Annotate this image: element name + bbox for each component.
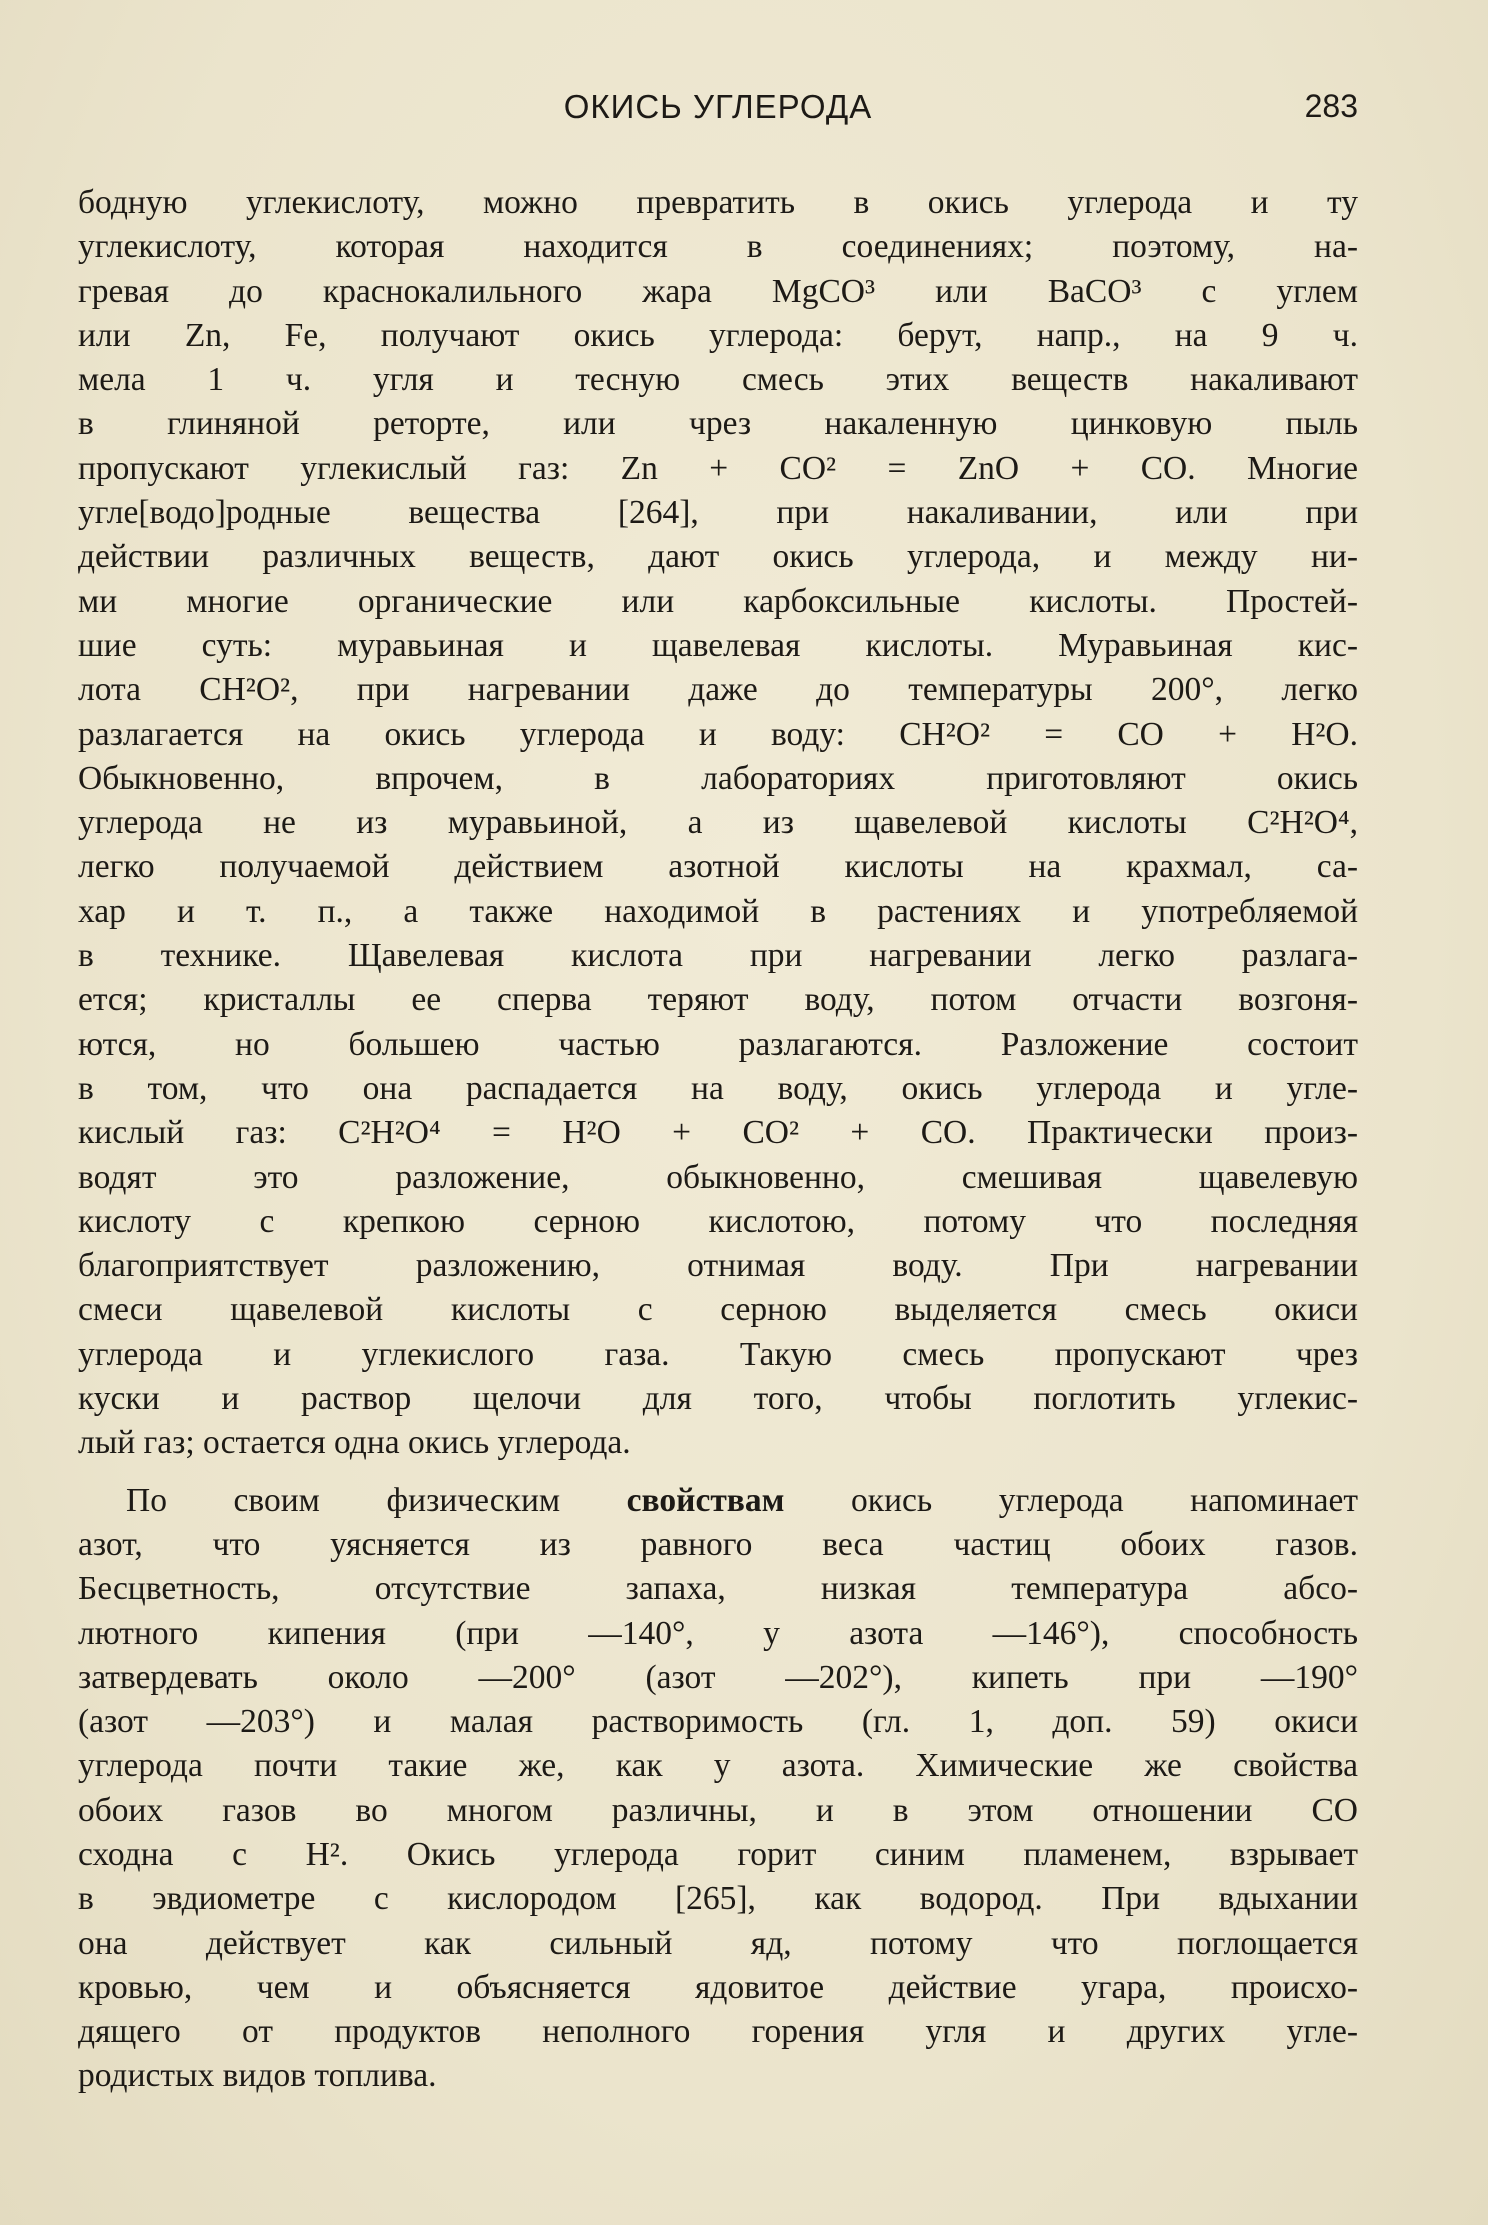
text-run: По своим физическим xyxy=(126,1481,627,1519)
text-line xyxy=(78,1479,1358,1523)
text-run: окись углерода напоминает xyxy=(784,1481,1358,1519)
page-number: 283 xyxy=(1304,88,1358,124)
text-line: затвердевать около —200° (азот —202°), кипеть при —190° xyxy=(78,1658,1358,1696)
text-line: пропускают углекислый газ: Zn + CO² = ZnO + CO. Многие xyxy=(78,449,1358,487)
text-line: углерода почти такие же, как у азота. Химические же свойства xyxy=(78,1747,1358,1785)
text-line: углекислоту, которая находится в соединениях; поэтому, на- xyxy=(78,228,1358,266)
text-line: лютного кипения (при —140°, у азота —146°), способность xyxy=(78,1614,1358,1652)
text-line: кровью, чем и объясняется ядовитое действие угара, происхо- xyxy=(78,1968,1358,2006)
text-line: углерода не из муравьиной, а из щавелевой кислоты C²H²O⁴, xyxy=(78,804,1358,842)
text-line: она действует как сильный яд, потому что поглощается xyxy=(78,1924,1358,1962)
text-line: благоприятствует разложению, отнимая воду. При нагревании xyxy=(78,1247,1358,1285)
text-line: лый газ; остается одна окись углерода. xyxy=(78,1424,631,1462)
text-line: водят это разложение, обыкновенно, смешивая щавелевую xyxy=(78,1158,1358,1196)
text-line: в эвдиометре с кислородом [265], как водород. При вдыхании xyxy=(78,1880,1358,1918)
page-header xyxy=(78,88,1358,132)
text-line: кислый газ: C²H²O⁴ = H²O + CO² + CO. Практически произ- xyxy=(78,1114,1358,1152)
text-line: углерода и углекислого газа. Такую смесь пропускают чрез xyxy=(78,1335,1358,1373)
text-line: обоих газов во многом различны, и в этом отношении CO xyxy=(78,1791,1358,1829)
running-title: ОКИСЬ УГЛЕРОДА xyxy=(563,88,873,125)
text-line: куски и раствор щелочи для того, чтобы поглотить углекис- xyxy=(78,1380,1358,1418)
text-line: Обыкновенно, впрочем, в лабораториях приготовляют окись xyxy=(78,759,1358,797)
text-line: бодную углекислоту, можно превратить в окись углерода и ту xyxy=(78,184,1358,221)
text-line: ется; кристаллы ее сперва теряют воду, потом отчасти возгоня- xyxy=(78,981,1358,1019)
text-line: дящего от продуктов неполного горения угля и других угле- xyxy=(78,2013,1358,2051)
text-line: азот, что уясняется из равного веса частиц обоих газов. xyxy=(78,1525,1358,1563)
text-line: хар и т. п., а также находимой в растениях и употребляемой xyxy=(78,892,1358,930)
text-line: гревая до краснокалильного жара MgCO³ или BaCO³ с углем xyxy=(78,272,1358,310)
text-line: смеси щавелевой кислоты с серною выделяется смесь окиси xyxy=(78,1291,1358,1329)
text-line: в том, что она распадается на воду, окись углерода и угле- xyxy=(78,1069,1358,1107)
text-line: ми многие органические или карбоксильные кислоты. Простей- xyxy=(78,582,1358,620)
text-line: шие суть: муравьиная и щавелевая кислоты. Муравьиная кис- xyxy=(78,626,1358,664)
text-line: в технике. Щавелевая кислота при нагревании легко разлага- xyxy=(78,937,1358,975)
text-line: родистых видов топлива. xyxy=(78,2057,437,2095)
body-text xyxy=(78,181,1358,2099)
text-line: Бесцветность, отсутствие запаха, низкая температура абсо- xyxy=(78,1570,1358,1608)
paragraph-gap xyxy=(78,1466,1358,1479)
text-line: в глиняной реторте, или чрез накаленную цинковую пыль xyxy=(78,405,1358,443)
paragraph-1 xyxy=(78,181,1358,1466)
text-line: разлагается на окись углерода и воду: CH²O² = CO + H²O. xyxy=(78,715,1358,753)
text-line: легко получаемой действием азотной кислоты на крахмал, са- xyxy=(78,848,1358,886)
bold-term: свойствам xyxy=(626,1481,785,1519)
paragraph-2 xyxy=(78,1479,1358,2099)
text-line: угле[водо]родные вещества [264], при накаливании, или при xyxy=(78,494,1358,532)
text-line: кислоту с крепкою серною кислотою, потому что последняя xyxy=(78,1202,1358,1240)
text-line: мела 1 ч. угля и тесную смесь этих веществ накаливают xyxy=(78,361,1358,399)
text-line: ются, но большею частью разлагаются. Разложение состоит xyxy=(78,1025,1358,1063)
text-line: сходна с H². Окись углерода горит синим пламенем, взрывает xyxy=(78,1835,1358,1873)
text-line: или Zn, Fe, получают окись углерода: берут, напр., на 9 ч. xyxy=(78,316,1358,354)
text-line: (азот —203°) и малая растворимость (гл. 1, доп. 59) окиси xyxy=(78,1703,1358,1741)
text-line: лота CH²O², при нагревании даже до температуры 200°, легко xyxy=(78,671,1358,709)
text-line: действии различных веществ, дают окись углерода, и между ни- xyxy=(78,538,1358,576)
